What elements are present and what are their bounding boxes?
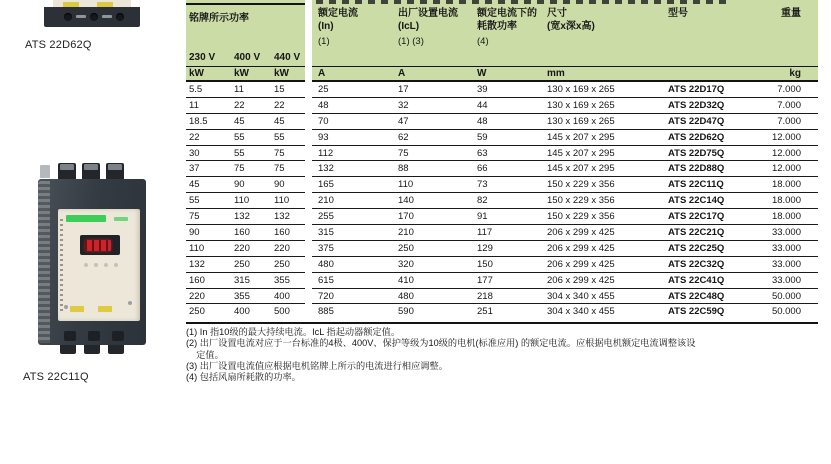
footnote-line: (1) In 指10级的最大持续电流。IcL 指起动器额定值。 (186, 327, 401, 337)
table-cell: 150 x 229 x 356 (547, 211, 615, 223)
table-cell: 304 x 340 x 455 (547, 290, 615, 302)
table-cell: 18.000 (771, 211, 801, 223)
unit-a: A (318, 68, 326, 79)
table-cell: 150 x 229 x 356 (547, 179, 615, 191)
table-row (186, 82, 818, 98)
table-cell: 18.5 (189, 115, 208, 127)
table-cell: 130 x 169 x 265 (547, 99, 615, 111)
table-cell: 210 (318, 195, 334, 207)
col-factory-set-current: 出厂设置电流 (IcL) (1) (3) (398, 8, 458, 47)
unit-kw: kW (189, 68, 204, 79)
col-dimensions: 尺寸 (宽x深x高) (547, 8, 595, 32)
model-cell: ATS 22C25Q (668, 242, 725, 254)
table-cell: 90 (189, 227, 200, 239)
table-cell: 615 (318, 274, 334, 286)
table-cell: 206 x 299 x 425 (547, 258, 615, 270)
table-cell: 32 (398, 99, 409, 111)
table-cell: 73 (477, 179, 488, 191)
column-gap (305, 177, 312, 193)
column-gap (305, 209, 312, 225)
keypad-button (84, 263, 88, 267)
bottom-terminal (88, 331, 100, 341)
clipped-top-rule (186, 3, 305, 5)
model-cell: ATS 22C17Q (668, 211, 725, 223)
model-cell: ATS 22C48Q (668, 290, 725, 302)
table-cell: 17 (398, 84, 409, 95)
col-model: 型号 (668, 8, 688, 19)
table-cell: 30 (189, 147, 200, 159)
bottom-terminal (112, 331, 124, 341)
table-header-power-block (186, 0, 305, 82)
table-cell: 160 (274, 227, 290, 239)
table-cell: 206 x 299 x 425 (547, 227, 615, 239)
table-row (186, 209, 818, 225)
table-cell: 132 (234, 211, 250, 223)
product-label-1: ATS 22D62Q (25, 39, 92, 51)
terminal-hole (116, 13, 124, 21)
table-cell: 160 (234, 227, 250, 239)
column-gap (305, 114, 312, 130)
table-cell: 250 (234, 258, 250, 270)
column-gap (305, 130, 312, 146)
cable-lug (60, 345, 76, 354)
column-gap (305, 257, 312, 273)
table-cell: 110 (234, 195, 250, 207)
table-cell: 90 (274, 179, 285, 191)
table-cell: 88 (398, 163, 409, 175)
table-cell: 129 (477, 242, 493, 254)
model-cell: ATS 22D75Q (668, 147, 725, 159)
table-cell: 400 (234, 306, 250, 318)
table-cell: 66 (477, 163, 488, 175)
device-terminal-block (44, 7, 140, 27)
table-cell: 220 (189, 290, 205, 302)
model-cell: ATS 22C59Q (668, 306, 725, 318)
terminal-hole (90, 13, 98, 21)
table-cell: 304 x 340 x 455 (547, 306, 615, 318)
table-cell: 320 (398, 258, 414, 270)
cable-lug (84, 345, 100, 354)
cable-lug (108, 345, 124, 354)
model-cell: ATS 22D88Q (668, 163, 725, 175)
table-cell: 63 (477, 147, 488, 159)
column-gap (305, 82, 312, 98)
table-cell: 90 (234, 179, 245, 191)
column-gap (305, 193, 312, 209)
voltage-230: 230 V (189, 52, 216, 63)
table-cell: 177 (477, 274, 493, 286)
table-row (186, 193, 818, 209)
column-gap (305, 161, 312, 177)
screw (64, 305, 68, 309)
table-cell: 39 (477, 84, 488, 95)
table-cell: 132 (318, 163, 334, 175)
table-cell: 165 (318, 179, 334, 191)
product-photo-ats22d62q (44, 0, 140, 27)
table-cell: 132 (189, 258, 205, 270)
table-cell: 251 (477, 306, 493, 318)
model-cell: ATS 22C41Q (668, 274, 725, 286)
seven-segment-display (80, 235, 120, 255)
model-cell: ATS 22C11Q (668, 179, 724, 191)
table-row (186, 273, 818, 289)
product-label-2: ATS 22C11Q (23, 371, 89, 383)
table-cell: 220 (234, 242, 250, 254)
table-cell: 145 x 207 x 295 (547, 163, 615, 175)
footnote-line: (3) 出厂设置电流值应根据电机铭牌上所示的电流进行相应调整。 (186, 360, 448, 371)
unit-kw: kW (234, 68, 249, 79)
table-cell: 117 (477, 227, 493, 239)
table-cell: 25 (318, 84, 329, 95)
kw-units-row (186, 66, 305, 82)
table-cell: 7.000 (777, 84, 801, 95)
heatsink-fins (38, 181, 50, 343)
column-gap (305, 273, 312, 289)
column-gap (305, 241, 312, 257)
table-row (186, 225, 818, 241)
table-cell: 12.000 (771, 147, 801, 159)
power-header-title: 铭牌所示功率 (189, 13, 249, 24)
schneider-logo (66, 215, 106, 222)
table-row (186, 114, 818, 130)
product-name-print (114, 217, 128, 221)
table-cell: 75 (234, 163, 245, 175)
table-cell: 150 (477, 258, 493, 270)
table-cell: 22 (189, 131, 200, 143)
table-cell: 37 (189, 163, 200, 175)
keypad-button (94, 263, 98, 267)
footnotes (186, 322, 818, 383)
bottom-terminal (64, 331, 76, 341)
table-cell: 22 (274, 99, 285, 111)
table-cell: 250 (274, 258, 290, 270)
voltage-440: 440 V (274, 52, 301, 63)
table-cell: 33.000 (771, 242, 801, 254)
table-cell: 170 (398, 211, 414, 223)
table-cell: 130 x 169 x 265 (547, 84, 615, 95)
table-cell: 93 (318, 131, 329, 143)
table-cell: 33.000 (771, 274, 801, 286)
table-cell: 11 (189, 99, 199, 111)
voltage-400: 400 V (234, 52, 261, 63)
table-cell: 150 x 229 x 356 (547, 195, 615, 207)
table-cell: 220 (274, 242, 290, 254)
table-cell: 410 (398, 274, 414, 286)
terminal-mark (76, 15, 86, 18)
model-cell: ATS 22C21Q (668, 227, 725, 239)
unit-kg: kg (789, 68, 801, 79)
model-cell: ATS 22C32Q (668, 258, 725, 270)
table-cell: 55 (189, 195, 200, 207)
terminal-hole (64, 13, 72, 21)
footnote-line: (2) 出厂设置电流对应于一台标准的4极、400V、保护等级为10级的电机(标准应用) 的额定电流。应根据电机额定电流调整该设 (186, 338, 696, 349)
column-gap (305, 146, 312, 162)
table-cell: 48 (318, 99, 329, 111)
table-cell: 75 (274, 147, 285, 159)
col-dissipated-power: 额定电流下的 耗散功率 (4) (477, 8, 537, 47)
table-cell: 48 (477, 115, 488, 127)
table-cell: 206 x 299 x 425 (547, 242, 615, 254)
table-cell: 7.000 (777, 99, 801, 111)
table-cell: 55 (234, 147, 245, 159)
table-cell: 500 (274, 306, 290, 318)
table-cell: 15 (274, 84, 285, 95)
model-cell: ATS 22C14Q (668, 195, 725, 207)
table-cell: 59 (477, 131, 488, 143)
table-cell: 315 (318, 227, 334, 239)
table-row (186, 304, 818, 320)
footnote-line: (4) 包括风扇所耗散的功率。 (186, 372, 301, 383)
model-cell: ATS 22D47Q (668, 115, 725, 127)
table-cell: 145 x 207 x 295 (547, 131, 615, 143)
table-cell: 33.000 (771, 258, 801, 270)
table-cell: 218 (477, 290, 493, 302)
table-row (186, 98, 818, 114)
unit-w: W (477, 68, 487, 79)
table-cell: 11 (234, 84, 244, 95)
col-weight: 重量 (781, 8, 801, 19)
footnote-line: 定值。 (186, 349, 224, 360)
unit-kw: kW (274, 68, 289, 79)
display-digits (85, 240, 111, 251)
model-cell: ATS 22D62Q (668, 131, 725, 143)
warning-label (70, 306, 84, 312)
table-cell: 132 (274, 211, 290, 223)
table-cell: 50.000 (771, 290, 801, 302)
table-cell: 250 (398, 242, 414, 254)
col-rated-current: 额定电流 (In) (1) (318, 8, 358, 47)
table-cell: 400 (274, 290, 290, 302)
table-cell: 140 (398, 195, 414, 207)
table-cell: 480 (318, 258, 334, 270)
table-row (186, 177, 818, 193)
table-row (186, 146, 818, 162)
table-cell: 55 (234, 131, 245, 143)
table-cell: 355 (234, 290, 250, 302)
table-cell: 62 (398, 131, 409, 143)
table-cell: 110 (189, 242, 205, 254)
table-cell: 75 (189, 211, 200, 223)
table-cell: 885 (318, 306, 334, 318)
mounting-bracket (40, 165, 50, 178)
table-row (186, 241, 818, 257)
table-cell: 82 (477, 195, 488, 207)
table-body (186, 82, 818, 320)
table-row (186, 161, 818, 177)
screw (128, 301, 132, 305)
table-cell: 70 (318, 115, 329, 127)
table-cell: 50.000 (771, 306, 801, 318)
model-cell: ATS 22D17Q (668, 84, 725, 95)
vent-slots (60, 219, 63, 313)
table-cell: 110 (274, 195, 290, 207)
spec-header-columns (312, 7, 818, 48)
table-cell: 45 (234, 115, 245, 127)
table-cell: 160 (189, 274, 205, 286)
table-row (186, 289, 818, 305)
table-cell: 130 x 169 x 265 (547, 115, 615, 127)
table-cell: 480 (398, 290, 414, 302)
product-photo-ats22c11q (36, 163, 148, 355)
table-cell: 45 (189, 179, 200, 191)
keypad-button (114, 263, 118, 267)
table-cell: 355 (274, 274, 290, 286)
warning-label (98, 306, 112, 312)
column-gap (305, 225, 312, 241)
table-cell: 75 (274, 163, 285, 175)
table-cell: 33.000 (771, 227, 801, 239)
table-cell: 110 (398, 179, 414, 191)
table-header-spec-block (312, 0, 818, 82)
voltage-header-row (186, 52, 305, 63)
table-cell: 44 (477, 99, 488, 111)
table-cell: 210 (398, 227, 414, 239)
table-cell: 45 (274, 115, 285, 127)
table-cell: 75 (398, 147, 409, 159)
column-gap (305, 289, 312, 305)
table-cell: 255 (318, 211, 334, 223)
device-front-panel (58, 209, 140, 321)
terminal-mark (102, 15, 112, 18)
table-cell: 18.000 (771, 195, 801, 207)
table-cell: 12.000 (771, 163, 801, 175)
spec-units-row (312, 66, 818, 82)
table-cell: 91 (477, 211, 488, 223)
table-cell: 22 (234, 99, 245, 111)
table-cell: 5.5 (189, 84, 203, 95)
column-gap (305, 304, 312, 320)
table-cell: 18.000 (771, 179, 801, 191)
table-cell: 720 (318, 290, 334, 302)
table-cell: 112 (318, 147, 334, 159)
table-cell: 7.000 (777, 115, 801, 127)
model-cell: ATS 22D32Q (668, 99, 725, 111)
unit-mm: mm (547, 68, 565, 79)
table-cell: 375 (318, 242, 334, 254)
column-gap (305, 98, 312, 114)
table-cell: 250 (189, 306, 205, 318)
table-row (186, 130, 818, 146)
keypad-button (104, 263, 108, 267)
table-cell: 315 (234, 274, 250, 286)
table-cell: 12.000 (771, 131, 801, 143)
unit-a: A (398, 68, 406, 79)
table-row (186, 257, 818, 273)
table-cell: 145 x 207 x 295 (547, 147, 615, 159)
table-cell: 47 (398, 115, 409, 127)
table-cell: 590 (398, 306, 414, 318)
clipped-header-text (316, 0, 726, 4)
table-cell: 206 x 299 x 425 (547, 274, 615, 286)
table-cell: 55 (274, 131, 285, 143)
